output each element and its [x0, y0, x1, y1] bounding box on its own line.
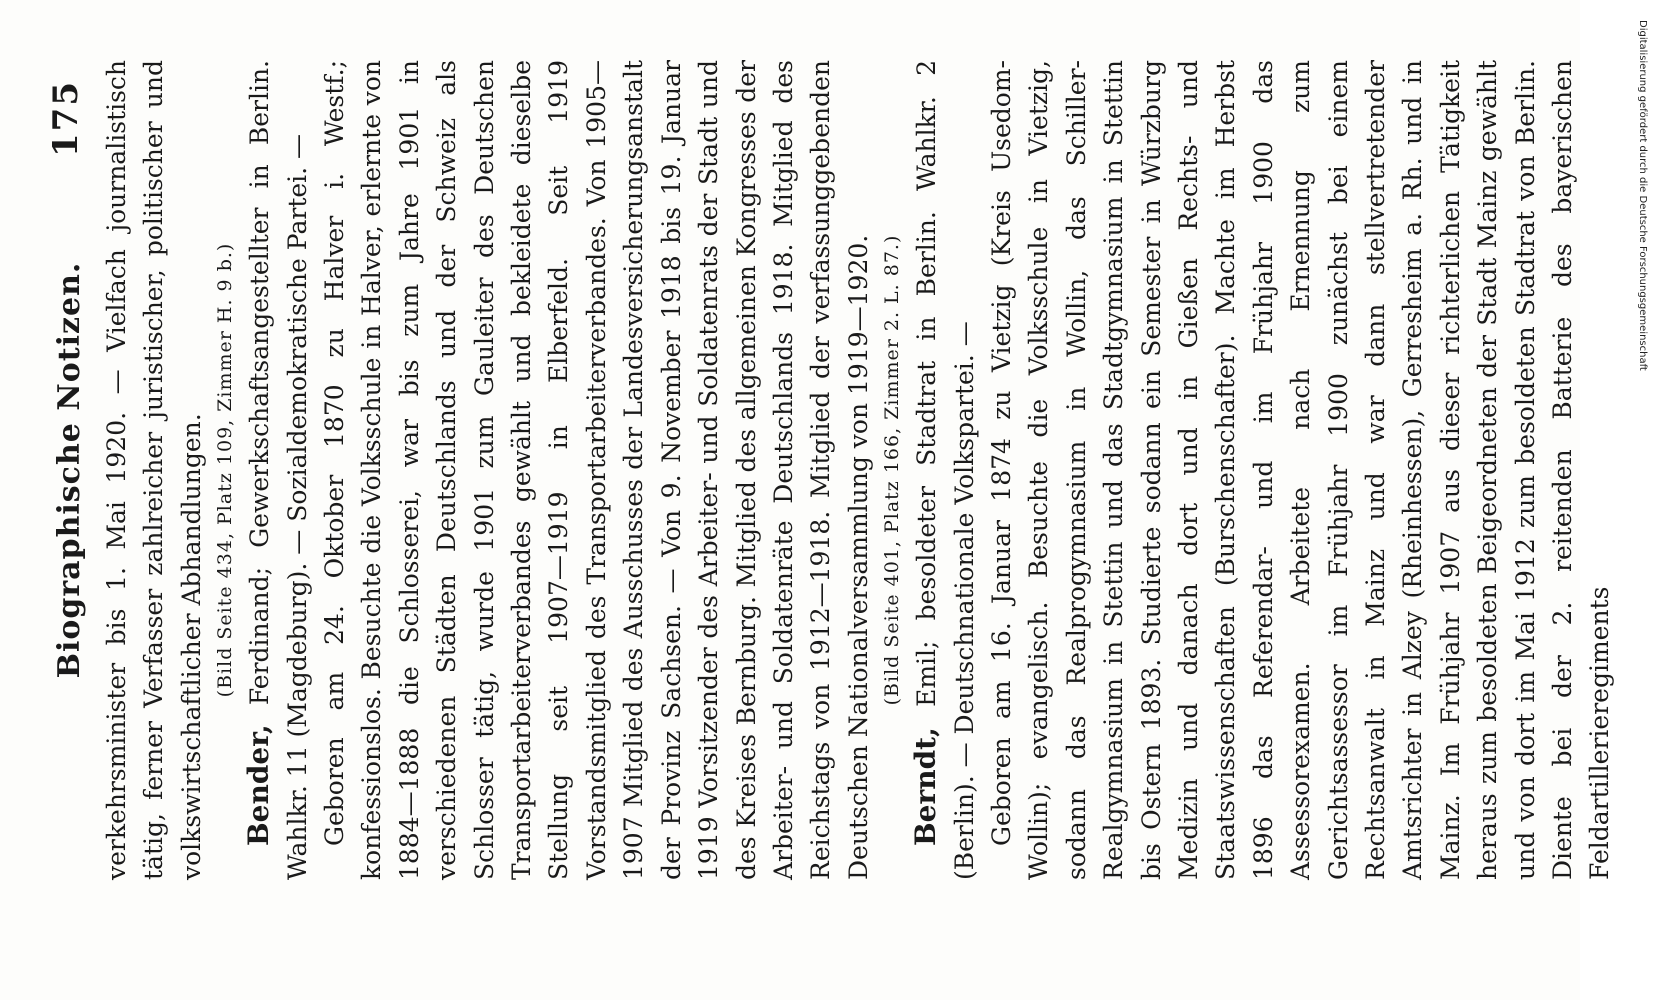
page-title: Biographische Notizen. — [51, 261, 87, 679]
image-reference-caption: (Bild Seite 401, Platz 166, Zimmer 2. L. 87.) — [881, 234, 904, 706]
digitization-credit — [1634, 20, 1654, 1000]
entry-body-berndt: Geboren am 16. Januar 1874 zu Vietzig (Kreis Usedom-Wollin); evangelisch. Besuchte die Volksschule in Vietzig, sodann das Realprogymnasium in Wollin, das Schiller-Realgymnasium in Stettin und das Stadtgymnasium in Stettin bis Ostern 1893. Studierte sodann ein Semester in Würzburg Medizin und danach dort und in Gießen Rechts- und Staatswissenschaften (Burschenschafter). Machte im Herbst 1896 das Referendar- und im Frühjahr 1900 das Assessorexamen. Arbeitete nach Ernennung zum Gerichtsassessor im Frühjahr 1900 zunächst bei einem Rechtsanwalt in Mainz und war dann stellvertretender Amtsrichter in Alzey (Rheinhessen), Gerresheim a. Rh. und in Mainz. Im Frühjahr 1907 aus dieser richterlichen Tätigkeit heraus zum besoldeten Beigeordneten der Stadt Mainz gewählt und von dort im Mai 1912 zum besoldeten Stadtrat von Berlin. Diente bei der 2. reitenden Batterie des bayerischen Feldartillerieregiments — [986, 60, 1615, 880]
entry-header-bender — [240, 60, 316, 880]
entry-intro-berndt: Emil; besoldeter Stadtrat in Berlin. Wahlkr. 2 (Berlin). — Deutschnationale Volkspartei. — — [912, 60, 979, 880]
entry-header-berndt — [907, 60, 983, 880]
entry-body-bender: Geboren am 24. Oktober 1870 zu Halver i. Westf.; konfessionslos. Besuchte die Volksschule in Halver, erlernte von 1884—1888 die Schlosserei, war bis zum Jahre 1901 in verschiedenen Städten Deutschlands und der Schweiz als Schlosser tätig, wurde 1901 zum Gauleiter des Deutschen Transportarbeiterverbandes gewählt und bekleidete dieselbe Stellung seit 1907—1919 in Elberfeld. Seit 1919 Vorstandsmitglied des Transportarbeiterverbandes. Von 1905—1907 Mitglied des Ausschusses der Landesversicherungsanstalt der Provinz Sachsen. — Von 9. November 1918 bis 19. Januar 1919 Vorsitzender des Arbeiter- und Soldatenrats der Stadt und des Kreises Bernburg. Mitglied des allgemeinen Kongresses der Arbeiter- und Soldatenräte Deutschlands 1918. Mitglied des Reichstags von 1912—1918. Mitglied der verfassunggebenden Deutschen Nationalversammlung von 1919—1920. — [320, 60, 873, 880]
page-body — [98, 60, 1619, 880]
entry-name-berndt: Berndt, — [909, 727, 943, 846]
credit-text: Digitalisierung gefördert durch die Deutsche Forschungsgemeinschaft — [1637, 20, 1648, 371]
continued-paragraph: verkehrsminister bis 1. Mai 1920. — Vielfach journalistisch tätig, ferner Verfasser zahlreicher juristischer, politischer und volkswirtschaftlicher Abhandlungen. — [102, 60, 206, 880]
page-number: 175 — [46, 80, 86, 157]
running-head — [40, 60, 98, 880]
entry-intro-bender: Ferdinand; Gewerkschaftsangestellter in Berlin. Wahlkr. 11 (Magdeburg). — Sozialdemokratische Partei. — — [245, 60, 312, 880]
image-reference-caption: (Bild Seite 434, Platz 109, Zimmer H. 9 b.) — [214, 242, 237, 698]
entry-name-bender: Bender, — [242, 724, 276, 846]
